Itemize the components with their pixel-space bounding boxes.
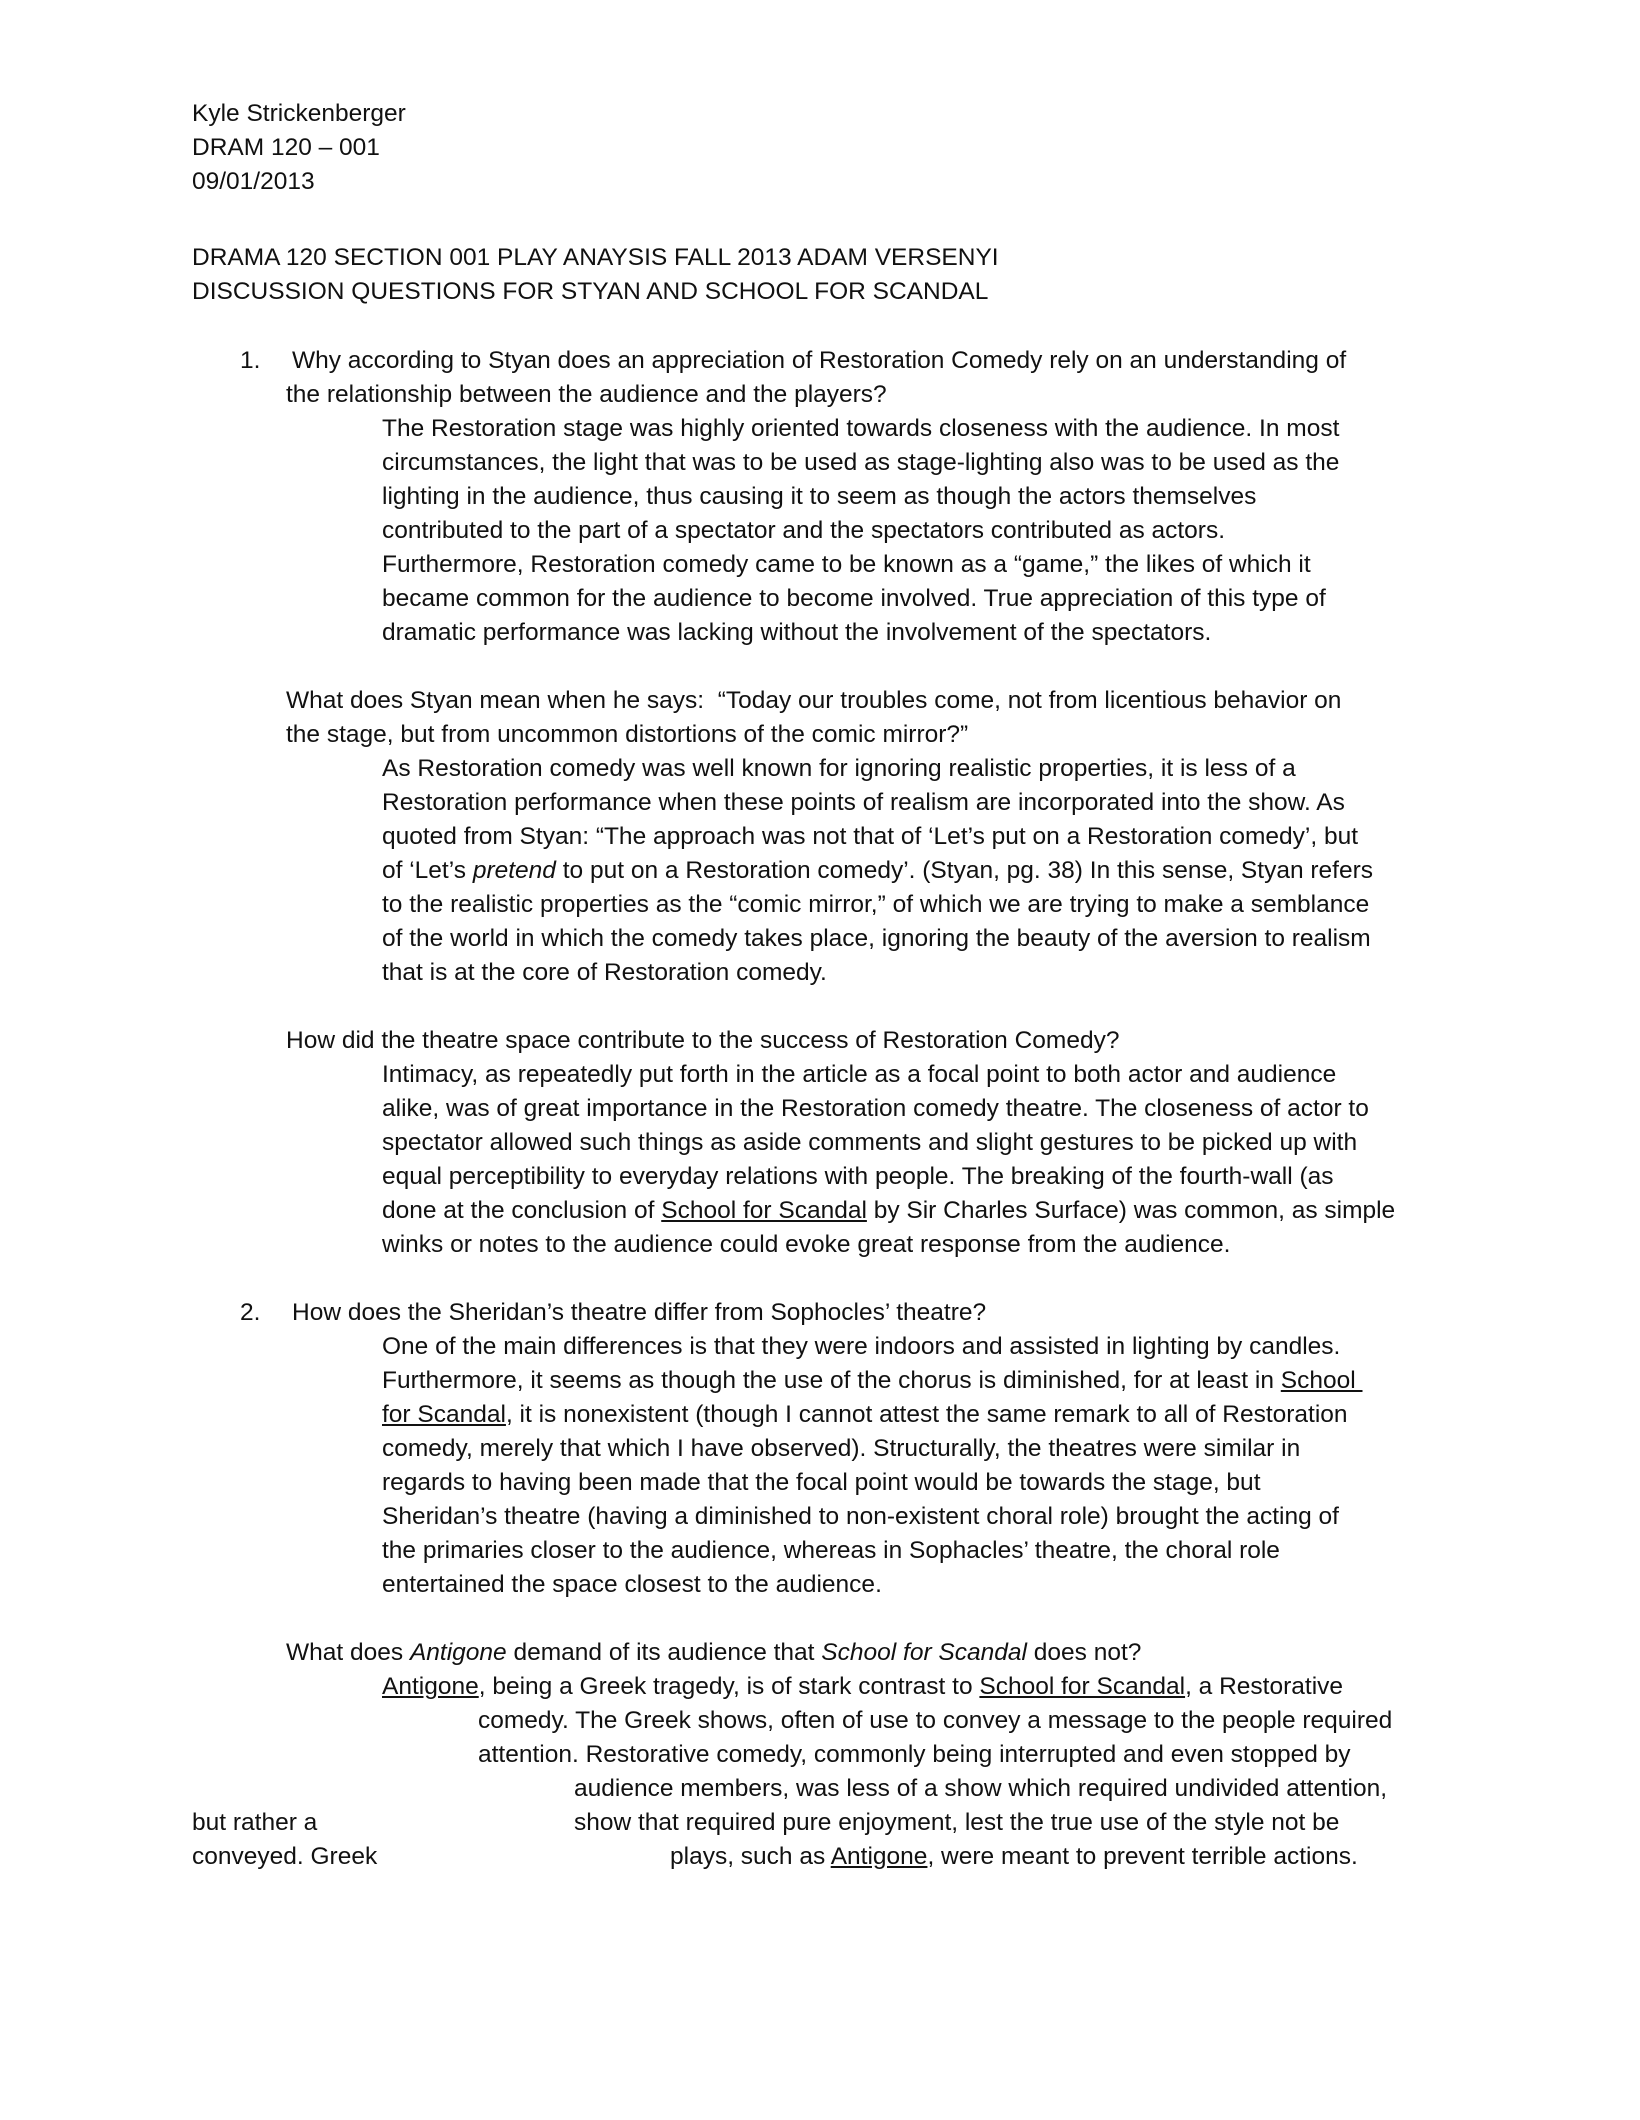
text-run: demand of its audience that	[506, 1639, 822, 1666]
text-run: , a Restorative	[1185, 1673, 1344, 1700]
italic-emphasis: pretend	[472, 857, 556, 884]
question-2: How does the Sheridan’s theatre differ from Sophocles’ theatre?	[292, 1299, 987, 1326]
answer-1b-line: that is at the core of Restoration comedy.	[382, 959, 827, 986]
answer-1b-line: to the realistic properties as the “comic mirror,” of which we are trying to make a semblance	[382, 891, 1370, 918]
question-1-line-1: Why according to Styan does an appreciation of Restoration Comedy rely on an understanding of	[292, 347, 1347, 374]
author-name: Kyle Strickenberger	[192, 100, 406, 127]
answer-1-line: became common for the audience to become involved. True appreciation of this type of	[382, 585, 1326, 612]
answer-2b-line: audience members, was less of a show which required undivided attention,	[574, 1775, 1388, 1802]
answer-2-line	[382, 1398, 1348, 1432]
answer-1c-line: spectator allowed such things as aside comments and slight gestures to be picked up with	[382, 1129, 1358, 1156]
question-2b	[286, 1636, 1141, 1670]
answer-2b-line	[670, 1840, 1358, 1874]
answer-1c-line	[382, 1194, 1395, 1228]
answer-2b-line: show that required pure enjoyment, lest the true use of the style not be	[574, 1809, 1340, 1836]
answer-1b-line	[382, 854, 1373, 888]
question-1-line-2: the relationship between the audience and the players?	[286, 381, 887, 408]
answer-1b-line: As Restoration comedy was well known for ignoring realistic properties, it is less of a	[382, 755, 1296, 782]
answer-1-line: lighting in the audience, thus causing it to seem as though the actors themselves	[382, 483, 1257, 510]
answer-1c-line: Intimacy, as repeatedly put forth in the article as a focal point to both actor and audience	[382, 1061, 1337, 1088]
title-line-2: DISCUSSION QUESTIONS FOR STYAN AND SCHOOL FOR SCANDAL	[192, 278, 989, 305]
text-run: , being a Greek tragedy, is of stark contrast to	[478, 1673, 980, 1700]
answer-1b-line: quoted from Styan: “The approach was not that of ‘Let’s put on a Restoration comedy’, but	[382, 823, 1359, 850]
answer-2-line: entertained the space closest to the audience.	[382, 1571, 882, 1598]
text-run: of ‘Let’s	[382, 857, 473, 884]
answer-2b-line-left: but rather a	[192, 1809, 318, 1836]
text-run: What does	[286, 1639, 410, 1666]
question-2-number: 2.	[240, 1299, 261, 1326]
answer-2b-line-left: conveyed. Greek	[192, 1843, 378, 1870]
play-title-underlined: School for Scandal	[979, 1673, 1186, 1700]
answer-2-line: regards to having been made that the focal point would be towards the stage, but	[382, 1469, 1261, 1496]
play-title-underlined: School for Scandal	[661, 1197, 867, 1224]
document-date: 09/01/2013	[192, 168, 315, 195]
italic-play-title: Antigone	[409, 1639, 507, 1666]
answer-2-line: Sheridan’s theatre (having a diminished to non-existent choral role) brought the acting of	[382, 1503, 1339, 1530]
answer-1c-line: winks or notes to the audience could evoke great response from the audience.	[382, 1231, 1231, 1258]
play-title-underlined: Antigone	[382, 1673, 479, 1700]
text-run: by Sir Charles Surface) was common, as simple	[866, 1197, 1396, 1224]
answer-1-line: dramatic performance was lacking without the involvement of the spectators.	[382, 619, 1212, 646]
play-title-underlined: for Scandal	[382, 1401, 506, 1428]
answer-1-line: contributed to the part of a spectator and the spectators contributed as actors.	[382, 517, 1226, 544]
answer-1c-line: alike, was of great importance in the Restoration comedy theatre. The closeness of actor to	[382, 1095, 1369, 1122]
question-1b-line-2: the stage, but from uncommon distortions of the comic mirror?”	[286, 721, 969, 748]
answer-1-line: The Restoration stage was highly oriented towards closeness with the audience. In most	[382, 415, 1340, 442]
italic-play-title: School for Scandal	[821, 1639, 1027, 1666]
question-1c: How did the theatre space contribute to the success of Restoration Comedy?	[286, 1027, 1120, 1054]
text-run: , were meant to prevent terrible actions.	[927, 1843, 1358, 1870]
title-line-1: DRAMA 120 SECTION 001 PLAY ANAYSIS FALL 2013 ADAM VERSENYI	[192, 244, 999, 271]
answer-1b-line: Restoration performance when these points of realism are incorporated into the show. As	[382, 789, 1345, 816]
course-code: DRAM 120 – 001	[192, 134, 380, 161]
text-run: plays, such as	[670, 1843, 831, 1870]
answer-1c-line: equal perceptibility to everyday relations with people. The breaking of the fourth-wall (as	[382, 1163, 1334, 1190]
text-run: done at the conclusion of	[382, 1197, 662, 1224]
answer-2-line: the primaries closer to the audience, whereas in Sophacles’ theatre, the choral role	[382, 1537, 1280, 1564]
text-run: to put on a Restoration comedy’. (Styan, pg. 38) In this sense, Styan refers	[555, 857, 1374, 884]
text-run: , it is nonexistent (though I cannot attest the same remark to all of Restoration	[505, 1401, 1348, 1428]
answer-2-line: One of the main differences is that they were indoors and assisted in lighting by candles.	[382, 1333, 1341, 1360]
text-run: does not?	[1026, 1639, 1142, 1666]
answer-2b-line: attention. Restorative comedy, commonly being interrupted and even stopped by	[478, 1741, 1351, 1768]
question-1b-line-1: What does Styan mean when he says: “Today our troubles come, not from licentious behavior on	[286, 687, 1342, 714]
answer-2b-line: comedy. The Greek shows, often of use to convey a message to the people required	[478, 1707, 1393, 1734]
answer-2-line	[382, 1364, 1363, 1398]
text-run: Furthermore, it seems as though the use of the chorus is diminished, for at least in	[382, 1367, 1281, 1394]
play-title-underlined: Antigone	[830, 1843, 928, 1870]
question-1-number: 1.	[240, 347, 261, 374]
answer-2b-line	[382, 1670, 1343, 1704]
answer-1-line: Furthermore, Restoration comedy came to be known as a “game,” the likes of which it	[382, 551, 1311, 578]
play-title-underlined: School	[1280, 1367, 1363, 1394]
answer-1-line: circumstances, the light that was to be used as stage-lighting also was to be used as the	[382, 449, 1340, 476]
answer-2-line: comedy, merely that which I have observed). Structurally, the theatres were similar in	[382, 1435, 1301, 1462]
answer-1b-line: of the world in which the comedy takes place, ignoring the beauty of the aversion to realism	[382, 925, 1371, 952]
